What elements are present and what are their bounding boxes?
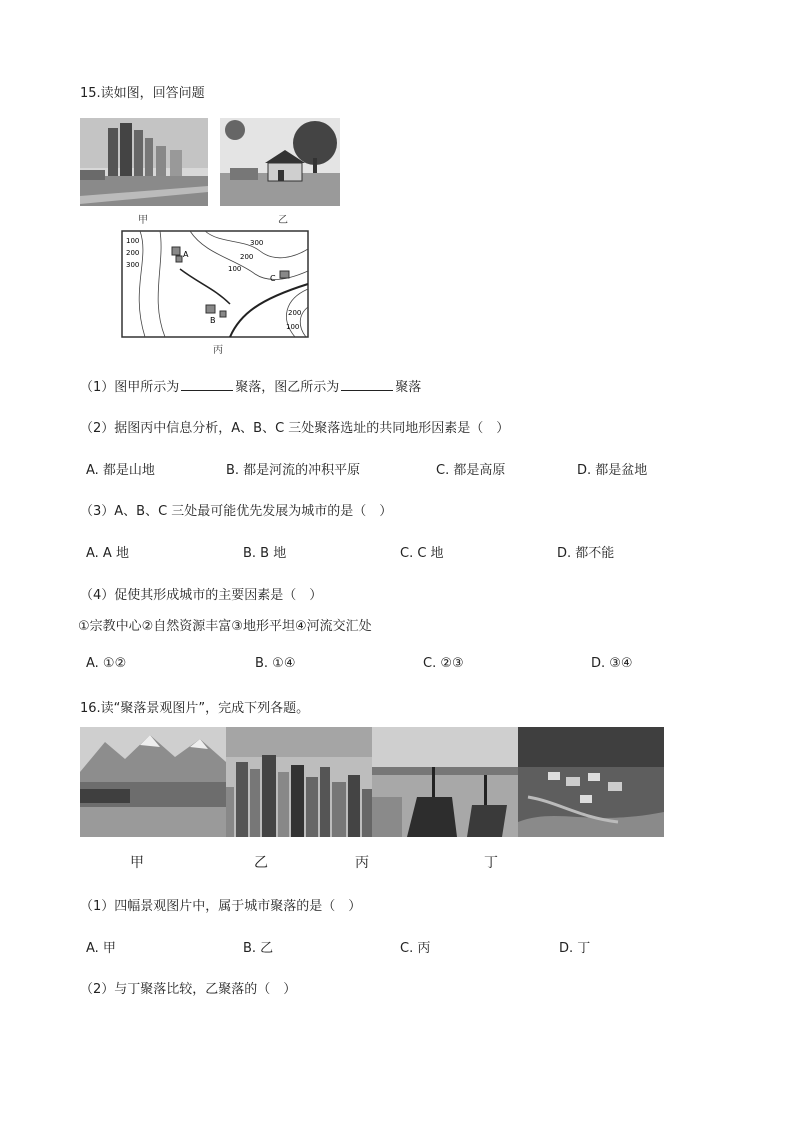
q15-sub3-option-a[interactable]: A. A 地	[86, 546, 129, 561]
photo-label-yi: 乙	[254, 855, 268, 871]
q15-sub2-stem: （2）据图丙中信息分析，A、B、C 三处聚落选址的共同地形因素是（ ）	[80, 421, 510, 436]
q16-sub1-option-c[interactable]: C. 丙	[400, 941, 431, 956]
q15-sub2-option-c[interactable]: C. 都是高原	[436, 463, 506, 478]
figure-label-yi: 乙	[278, 215, 288, 226]
photo-yi-village	[220, 118, 340, 206]
contour-label: 100	[286, 323, 300, 331]
contour-map-bing	[120, 229, 310, 339]
photo-ding-village	[518, 727, 664, 837]
photo-label-ding: 丁	[484, 855, 498, 871]
q15-sub4-option-d[interactable]: D. ③④	[591, 656, 633, 671]
q15-sub4-stem: （4）促使其形成城市的主要因素是（ ）	[80, 588, 323, 603]
contour-label: 200	[288, 309, 302, 317]
answer-blank-jia[interactable]	[181, 378, 233, 391]
q15-sub1	[80, 376, 421, 395]
q15-sub1-prefix: （1）图甲所示为	[80, 380, 180, 395]
photo-jia-city	[80, 118, 208, 206]
q15-sub3-stem: （3）A、B、C 三处最可能优先发展为城市的是（ ）	[80, 504, 393, 519]
q16-sub1-stem: （1）四幅景观图片中，属于城市聚落的是（ ）	[80, 899, 362, 914]
question-15-figure	[80, 113, 342, 355]
q16-sub2-stem: （2）与丁聚落比较，乙聚落的（ ）	[80, 982, 297, 997]
contour-label: 200	[240, 253, 254, 261]
q15-sub4-option-c[interactable]: C. ②③	[423, 656, 464, 671]
photo-label-jia: 甲	[130, 855, 144, 871]
map-point-c: C	[270, 274, 276, 283]
answer-blank-yi[interactable]	[341, 378, 393, 391]
contour-label: 200	[126, 249, 140, 257]
contour-label: 300	[250, 239, 264, 247]
q15-sub4-option-b[interactable]: B. ①④	[255, 656, 296, 671]
q15-sub2-option-a[interactable]: A. 都是山地	[86, 463, 155, 478]
q15-sub1-suffix: 聚落	[395, 380, 422, 395]
q16-sub1-option-b[interactable]: B. 乙	[243, 941, 274, 956]
contour-label: 100	[126, 237, 140, 245]
figure-label-jia: 甲	[138, 215, 148, 226]
q16-sub1-option-a[interactable]: A. 甲	[86, 941, 116, 956]
map-point-b: B	[210, 316, 216, 325]
q15-sub4-option-a[interactable]: A. ①②	[86, 656, 127, 671]
q16-sub1-option-d[interactable]: D. 丁	[559, 941, 591, 956]
contour-label: 100	[228, 265, 242, 273]
photo-yi-city	[226, 727, 372, 837]
q15-sub3-option-c[interactable]: C. C 地	[400, 546, 444, 561]
q15-sub2-option-b[interactable]: B. 都是河流的冲积平原	[226, 463, 361, 478]
q15-sub4-factors: ①宗教中心②自然资源丰富③地形平坦④河流交汇处	[78, 619, 372, 634]
photo-jia-pasture	[80, 727, 226, 837]
map-point-a: A	[183, 250, 189, 259]
photo-bing-harbor	[372, 727, 518, 837]
q15-sub3-option-b[interactable]: B. B 地	[243, 546, 287, 561]
q15-sub2-option-d[interactable]: D. 都是盆地	[577, 463, 648, 478]
settlement-photo-strip	[80, 727, 664, 837]
question-15-title: 15.读如图，回答问题	[80, 86, 205, 101]
contour-label: 300	[126, 261, 140, 269]
q15-sub1-mid: 聚落，图乙所示为	[235, 380, 340, 395]
figure-label-bing: 丙	[213, 345, 223, 356]
q15-sub3-option-d[interactable]: D. 都不能	[557, 546, 615, 561]
question-16-title: 16.读“聚落景观图片”，完成下列各题。	[80, 701, 310, 716]
photo-label-bing: 丙	[355, 855, 369, 871]
